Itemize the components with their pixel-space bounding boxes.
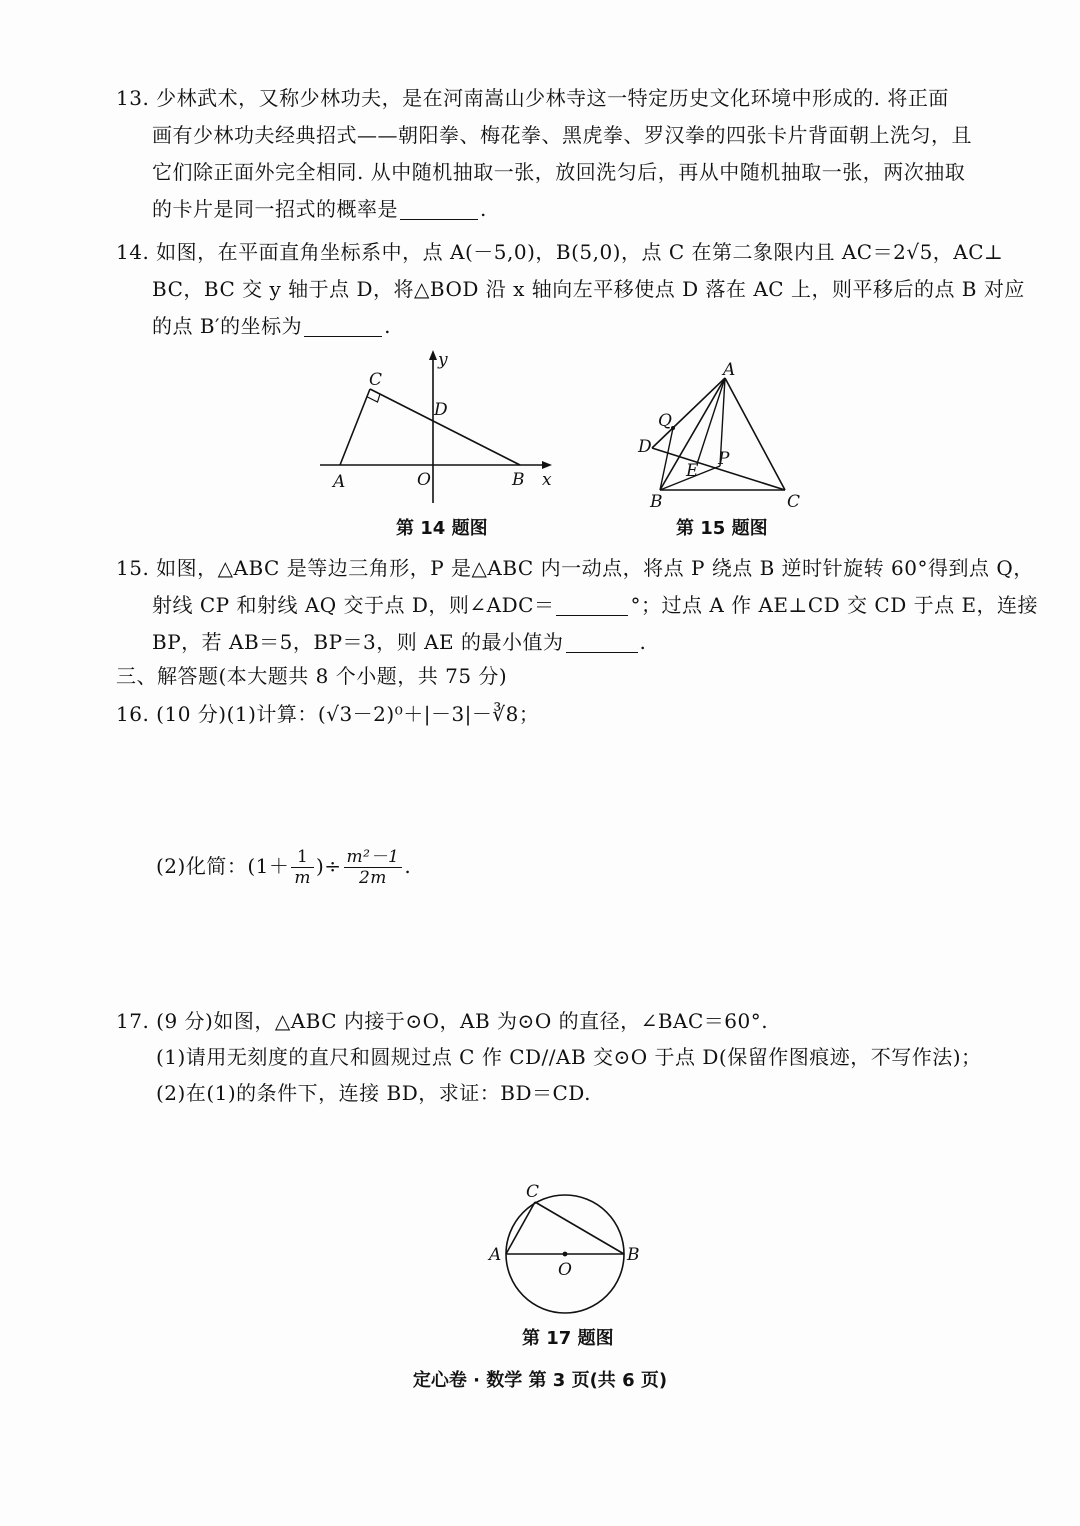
label-a: A	[333, 472, 346, 492]
q14-line1: 14. 如图，在平面直角坐标系中，点 A(－5,0)，B(5,0)，点 C 在第二象限内且 AC＝2√5，AC⊥	[116, 240, 1004, 264]
right-angle-mark	[368, 394, 381, 402]
q16-part1: 16. (10 分)(1)计算：(√3－2)⁰＋|－3|－∛8；	[116, 702, 540, 726]
label-e: E	[686, 461, 699, 481]
label-o: O	[417, 470, 431, 490]
q15-line1: 15. 如图，△ABC 是等边三角形，P 是△ABC 内一动点，将点 P 绕点 B 逆时针旋转 60°得到点 Q，	[116, 556, 1034, 580]
x-axis-arrow	[542, 461, 552, 469]
chord-cb	[535, 1202, 624, 1254]
q15-line3-prefix: BP，若 AB＝5，BP＝3，则 AE 的最小值为	[152, 630, 564, 654]
chord-ac	[506, 1202, 535, 1254]
q16-part2	[156, 844, 411, 888]
label-x: x	[542, 470, 552, 490]
fraction-2-numerator: m²－1	[344, 847, 403, 868]
center-o	[563, 1252, 568, 1257]
q14-line3-prefix: 的点 B′的坐标为	[152, 314, 303, 338]
q13-line1: 13. 少林武术，又称少林功夫，是在河南嵩山少林寺这一特定历史文化环境中形成的. 将正面	[116, 86, 949, 110]
q16-part2-suffix: .	[404, 854, 412, 878]
fraction-1-over-m	[291, 847, 314, 888]
q15-line2-prefix: 射线 CP 和射线 AQ 交于点 D，则∠ADC＝	[152, 593, 555, 617]
q14-line3	[152, 308, 391, 344]
label-o: O	[558, 1260, 572, 1280]
figure-14-caption: 第 14 题图	[396, 518, 488, 539]
label-p: P	[718, 449, 730, 469]
fraction-1-denominator: m	[294, 868, 311, 888]
q15-angle-blank[interactable]	[556, 593, 628, 616]
label-d: D	[638, 437, 652, 457]
label-c: C	[787, 492, 801, 512]
figure-17	[480, 1178, 650, 1328]
segment-bq	[660, 428, 673, 490]
q15-line3-suffix: .	[639, 630, 647, 654]
label-a: A	[723, 360, 736, 380]
y-axis-arrow	[429, 350, 437, 360]
label-b: B	[650, 492, 663, 512]
page-footer: 定心卷 · 数学 第 3 页(共 6 页)	[412, 1370, 668, 1391]
fraction-1-numerator: 1	[291, 847, 314, 868]
label-c: C	[526, 1182, 540, 1202]
q16-part2-prefix: (2)化简：(1＋	[156, 854, 290, 878]
q15-line2	[152, 587, 1038, 623]
label-a: A	[489, 1245, 502, 1265]
figure-14	[310, 345, 570, 505]
fraction-m2-1-over-2m	[344, 847, 403, 888]
segment-ac	[340, 389, 370, 465]
label-y: y	[438, 350, 448, 370]
label-c: C	[369, 370, 383, 390]
section-3-title: 三、解答题(本大题共 8 个小题，共 75 分)	[116, 664, 508, 688]
q17-line1: 17. (9 分)如图，△ABC 内接于⊙O，AB 为⊙O 的直径，∠BAC＝60°.	[116, 1009, 769, 1033]
q15-line2-suffix: °；过点 A 作 AE⊥CD 交 CD 于点 E，连接	[630, 593, 1039, 617]
q13-line4-suffix: .	[480, 197, 487, 221]
q14-line2: BC，BC 交 y 轴于点 D，将△BOD 沿 x 轴向左平移使点 D 落在 AC 上，则平移后的点 B 对应	[152, 277, 1025, 301]
q14-answer-blank[interactable]	[304, 314, 382, 337]
figure-17-caption: 第 17 题图	[522, 1328, 614, 1349]
q16-part2-mid: )÷	[315, 854, 342, 878]
q13-line2: 画有少林功夫经典招式——朝阳拳、梅花拳、黑虎拳、罗汉拳的四张卡片背面朝上洗匀，且	[152, 123, 972, 147]
q15-line3	[152, 624, 646, 660]
q15-min-blank[interactable]	[566, 630, 638, 653]
q13-line3: 它们除正面外完全相同. 从中随机抽取一张，放回洗匀后，再从中随机抽取一张，两次抽取	[152, 160, 966, 184]
q17-line2: (1)请用无刻度的直尺和圆规过点 C 作 CD//AB 交⊙O 于点 D(保留作图痕迹，不写作法)；	[156, 1045, 982, 1069]
q17-line3: (2)在(1)的条件下，连接 BD，求证：BD＝CD.	[156, 1081, 591, 1105]
label-q: Q	[658, 411, 672, 431]
q13-line4	[152, 191, 487, 227]
q13-answer-blank[interactable]	[400, 197, 478, 220]
label-b: B	[512, 470, 525, 490]
figure-15-caption: 第 15 题图	[676, 518, 768, 539]
fraction-2-denominator: 2m	[358, 868, 387, 888]
figure-15	[630, 355, 820, 515]
q14-line3-suffix: .	[384, 314, 391, 338]
q13-line4-prefix: 的卡片是同一招式的概率是	[152, 197, 398, 221]
label-d: D	[434, 400, 448, 420]
label-b: B	[627, 1245, 640, 1265]
